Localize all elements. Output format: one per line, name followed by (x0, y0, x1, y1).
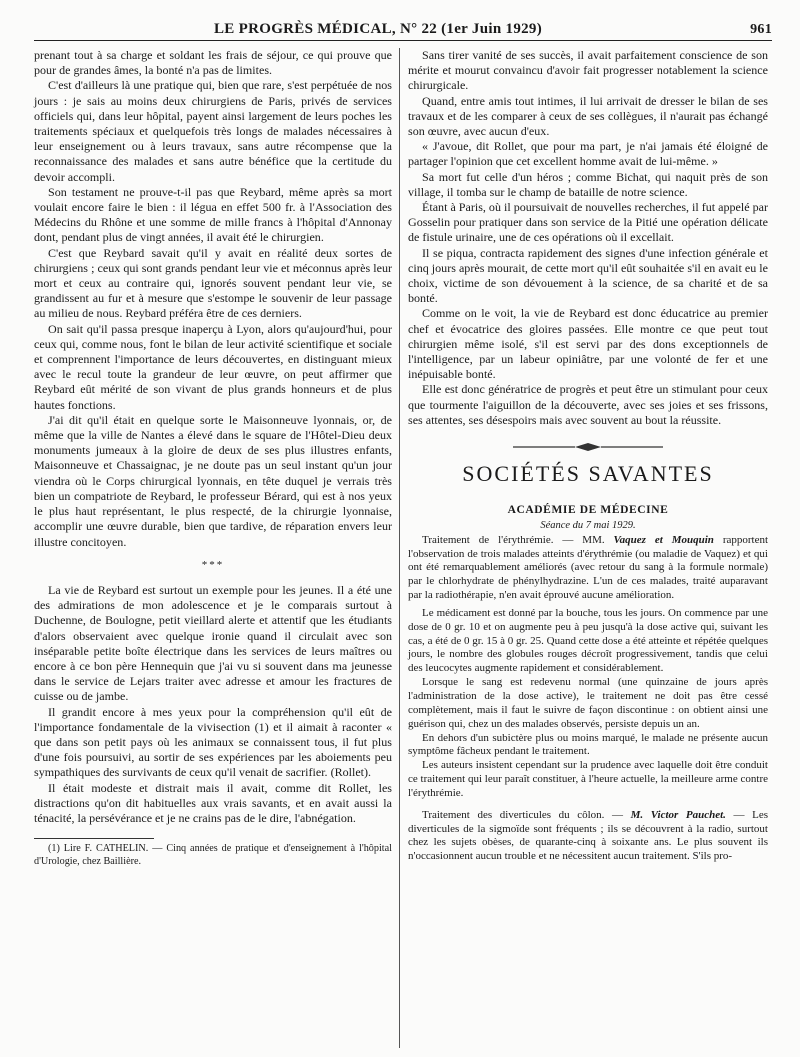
ornament-rule-icon (513, 442, 663, 452)
article-author: M. Victor Pauchet. (630, 808, 726, 821)
page-header (34, 14, 772, 38)
paragraph: On sait qu'il passa presque inaperçu à Lyon, alors qu'aujourd'hui, pour ceux qui, comme nous, font le bilan de leur activité scientifique et sociale et comprennent l'importance de leurs découvertes, en distinguant mieux avec le recul toute la grandeur de leur œuvre, on peut affirmer que Reybard eût mérité de son vivant de plus grands honneurs et de plus hautes fonctions. (34, 321, 392, 412)
paragraph: Étant à Paris, où il poursuivait de nouvelles recherches, il fut appelé par Gosselin pour pratiquer dans son service de la Pitié une opération délicate de fistule urinaire, une de ces opérations où il excellait. (408, 200, 768, 245)
article-lead-text: rapportent l'observation de trois malades atteints d'érythrémie (ou maladie de Vaquez) et qui ont été remarquablement améliorés (avec retour du sang à la formule normale) par le chlorhydrate de phénylhydrazine. L'un de ces malades, traité auparavant par la radiothérapie, n'en avait éprouvé aucune amélioration. (408, 533, 769, 602)
article-authors: Vaquez et Mouquin (613, 533, 714, 546)
section-separator: *** (201, 558, 225, 571)
running-title: LE PROGRÈS MÉDICAL, N° 22 (1er Juin 1929) (213, 21, 543, 37)
column-divider (399, 48, 400, 1048)
paragraph: C'est d'ailleurs là une pratique qui, bien que rare, s'est perpétuée de nos jours : je sais au moins deux chirurgiens de Paris, privés de services officiels qui, dans leur hôpital, payent ainsi largement de leurs poches les traitements spéciaux et quelquefois très longs de malades nécessaires à leur enseignement ou à leurs travaux, sans autre récompense que la reconnaissance des malades et sans autre bénéfice que la certitude du devoir accompli. (34, 78, 392, 184)
paragraph: En dehors d'un subictère plus ou moins marqué, le malade ne présente aucun symptôme fâcheux pendant le traitement. (408, 731, 768, 758)
article-heading: Traitement de l'érythrémie. — MM. (422, 533, 605, 546)
decorative-ornament (408, 442, 768, 452)
paragraph: Il était modeste et distrait mais il avait, comme dit Rollet, les distractions qu'on dit habituelles aux vrais savants, et en avait aussi la ténacité, la persévérance et je ne crains pas de le dire, l'abnégation. (34, 780, 392, 825)
section-title: SOCIÉTÉS SAVANTES (462, 461, 714, 487)
paragraph: J'ai dit qu'il était en quelque sorte le Maisonneuve lyonnais, or, de même que la ville de Nantes a élevé dans le square de l'Hôtel-Dieu deux monuments jumeaux à la gloire de deux de ses plus illustres enfants, Maisonneuve et Chassaignac, je ne doute pas un seul instant qu'un jour viendra où le Corps chirurgical lyonnais, en tête duquel je verrais très bien un compatriote de Reybard, le professeur Bérard, qui est à nos yeux le plus haut représentant, le plus respecté, de la chirurgie lyonnaise, accomplir une œuvre durable, bien que tardive, de réparation envers leur illustre concitoyen. (34, 412, 392, 549)
paragraph: Lorsque le sang est redevenu normal (une quinzaine de jours après l'administration de la dose active), le traitement ne doit pas être cessé complètement, mais il faut le suivre de façon discontinue : on obtient ainsi une guérison qui, chez un des malades observés, persiste depuis un an. (408, 676, 768, 730)
paragraph: Sans tirer vanité de ses succès, il avait parfaitement conscience de son mérite et mourut convaincu d'avoir fait progresser notablement la science chirurgicale. (408, 48, 768, 93)
article-lead-text: — Les diverticules de la sigmoïde sont fréquents ; ils se découvrent à la radio, surtout chez les sujets obèses, de quarante-cinq à soixante ans. Le plus souvent ils n'occasionnent aucun trouble et ne nécessitent aucun traitement. S'ils pro- (408, 808, 769, 863)
page-number: 961 (750, 22, 772, 37)
article-heading: Traitement des diverticules du côlon. — (422, 808, 624, 821)
paragraph: Il se piqua, contracta rapidement des signes d'une infection générale et cinq jours après mourait, de cette mort qu'il eût souhaitée s'il en avait eu le choix, victime de son dévouement à la science, de sa charité et de sa bonté. (408, 245, 768, 306)
left-column (34, 48, 392, 868)
footnote-rule (34, 838, 154, 839)
article-lead (408, 534, 768, 603)
paragraph: Comme on le voit, la vie de Reybard est donc éducatrice au premier chef et évocatrice des gloires passées. Elle montre ce que peut tout chirurgien même isolé, s'il est servi par des dons exceptionnels de l'intelligence, par un labeur opiniâtre, par une volonté de fer et une inépuisable bonté. (408, 306, 768, 382)
paragraph: La vie de Reybard est surtout un exemple pour les jeunes. Il a été une des admirations de mon adolescence et je le comparais surtout à Duchenne, de Boulogne, petit vieillard alerte et attentif que les étudiants d'alors observaient avec quelque ironie quand il circulait avec son inséparable petite boîte électrique dans les services de leurs maîtres ou encore à ce bon père Hennequin que j'ai vu si souvent dans ma jeunesse dans le service de Lejars traiter avec adresse et amour les fractures de cuisse ou de jambe. (34, 582, 392, 704)
paragraph: Quand, entre amis tout intimes, il lui arrivait de dresser le bilan de ses travaux et de les comparer à ceux de ses collègues, il n'aurait pas échangé son œuvre, avec aucun d'eux. (408, 93, 768, 139)
paragraph: « J'avoue, dit Rollet, que pour ma part, je n'ai jamais été éloigné de partager l'opinion que cet excellent homme avait de lui-même. » (408, 139, 768, 169)
paragraph: Son testament ne prouve-t-il pas que Reybard, même après sa mort voulait encore faire le bien : il légua en effet 500 fr. à l'Association des Médecins du Rhône et une somme de mille francs à l'hôpital d'Annonay dont, pendant plus de vingt années, il avait été le chirurgien. (34, 184, 392, 245)
article-erythremie (408, 534, 768, 801)
paragraph: Les auteurs insistent cependant sur la prudence avec laquelle doit être conduit ce traitement qui leur paraît constituer, à l'heure actuelle, la meilleure arme contre l'érythrémie. (408, 759, 768, 799)
paragraph: prenant tout à sa charge et soldant les frais de séjour, ce qui prouve que pour de grandes âmes, la bonté n'a pas de limites. (34, 48, 392, 78)
article-diverticules (408, 809, 768, 864)
paragraph: Le médicament est donné par la bouche, tous les jours. On commence par une dose de 0 gr. 10 et on augmente peu à peu jusqu'à la dose active qui, suivant les cas, a été de 0 gr. 15 à 0 gr. 25. Quand cette dose a été atteinte et répétée quelques jours, le nombre des globules rouges décroît progressivement, tandis que celui des leucocytes augmente rapidement et considérablement. (408, 606, 768, 675)
paragraph: C'est que Reybard savait qu'il y avait en réalité deux sortes de chirurgiens ; ceux qui sont grands pendant leur vie et méconnus après leur mort et ceux au contraire qui, ignorés souvent pendant leur vie, se grandissent au fur et à mesure que s'estompe le souvenir de leur passage au milieu de nous. Reybard préféra être de ces derniers. (34, 245, 392, 321)
paragraph: Sa mort fut celle d'un héros ; comme Bichat, qui naquit près de son village, il tomba sur le champ de bataille de notre science. (408, 169, 768, 199)
header-rule (34, 40, 772, 41)
academy-heading: ACADÉMIE DE MÉDECINE (507, 504, 669, 517)
footnote: (1) Lire F. CATHELIN. — Cinq années de pratique et d'enseignement à l'hôpital d'Urologie, chez Baillière. (34, 843, 392, 867)
paragraph: Elle est donc génératrice de progrès et peut être un stimulant pour ceux que tourmente l'aiguillon de la découverte, avec ses joies et ses frissons, ses attentes, ses désespoirs mais avec souvent au bout la réussite. (408, 382, 768, 427)
article-lead (408, 809, 768, 864)
session-date: Séance du 7 mai 1929. (540, 520, 636, 532)
right-column (408, 48, 768, 864)
paragraph: Il grandit encore à mes yeux pour la compréhension qu'il eût de l'importance fondamentale de la vivisection (1) et il aimait à raconter « que dans son petit pays où les animaux se connaissent tous, il fut plus d'une fois poursuivi, au sortir de ses expériences par les aboiements peu sympathiques des survivants de ceux qu'il venait de sacrifier. (Rollet). (34, 704, 392, 780)
